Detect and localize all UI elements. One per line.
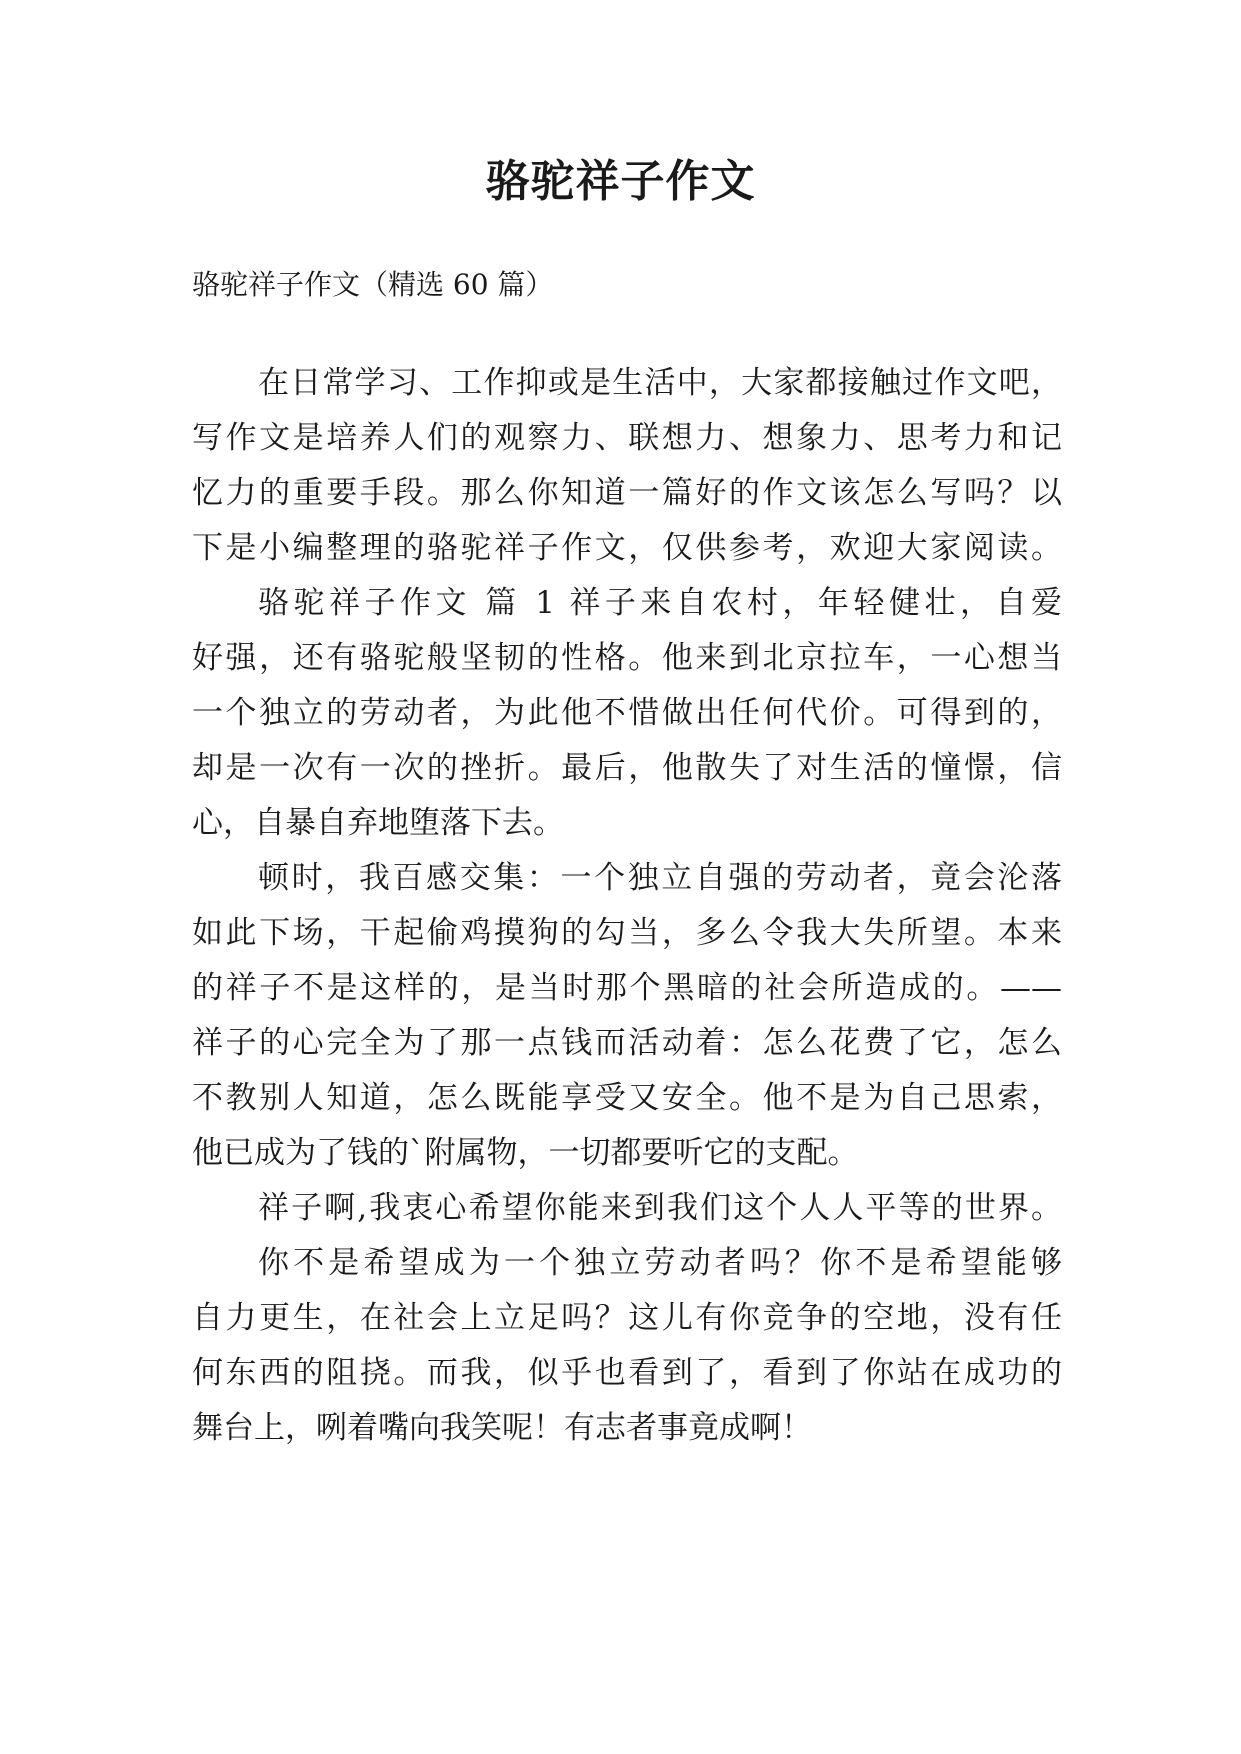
text-line: 的祥子不是这样的，是当时那个黑暗的社会所造成的。——	[192, 970, 1062, 1006]
text-line: 如此下场，干起偷鸡摸狗的勾当，多么令我大失所望。本来	[192, 915, 1062, 951]
text-line: 舞台上，咧着嘴向我笑呢！有志者事竟成啊！	[192, 1410, 812, 1446]
text-line: 下是小编整理的骆驼祥子作文，仅供参考，欢迎大家阅读。	[192, 530, 1062, 566]
text-line: 却是一次有一次的挫折。最后，他散失了对生活的憧憬，信	[192, 750, 1062, 786]
document-title: 骆驼祥子作文	[485, 156, 756, 207]
text-line: 写作文是培养人们的观察力、联想力、想象力、思考力和记	[192, 420, 1062, 456]
text-line: 好强，还有骆驼般坚韧的性格。他来到北京拉车，一心想当	[192, 640, 1062, 676]
text-line: 你不是希望成为一个独立劳动者吗？你不是希望能够	[258, 1245, 1062, 1281]
text-line: 何东西的阻挠。而我，似乎也看到了，看到了你站在成功的	[192, 1355, 1062, 1391]
text-line: 祥子的心完全为了那一点钱而活动着：怎么花费了它，怎么	[192, 1025, 1062, 1061]
text-line: 祥子啊,我衷心希望你能来到我们这个人人平等的世界。	[258, 1190, 1062, 1226]
text-line: 骆驼祥子作文 篇 1 祥子来自农村，年轻健壮，自爱	[258, 585, 1062, 621]
text-line: 一个独立的劳动者，为此他不惜做出任何代价。可得到的，	[192, 695, 1062, 731]
text-line: 自力更生，在社会上立足吗？这儿有你竞争的空地，没有任	[192, 1300, 1062, 1336]
document-subtitle: 骆驼祥子作文（精选 60 篇）	[192, 268, 554, 301]
text-line: 心，自暴自弃地堕落下去。	[192, 805, 564, 841]
text-line: 不教别人知道，怎么既能享受又安全。他不是为自己思索，	[192, 1080, 1062, 1116]
text-line: 顿时，我百感交集：一个独立自强的劳动者，竟会沦落	[258, 860, 1062, 896]
text-line: 在日常学习、工作抑或是生活中，大家都接触过作文吧，	[258, 365, 1062, 401]
text-line: 他已成为了钱的`附属物，一切都要听它的支配。	[192, 1135, 859, 1171]
text-line: 忆力的重要手段。那么你知道一篇好的作文该怎么写吗？以	[192, 475, 1062, 511]
